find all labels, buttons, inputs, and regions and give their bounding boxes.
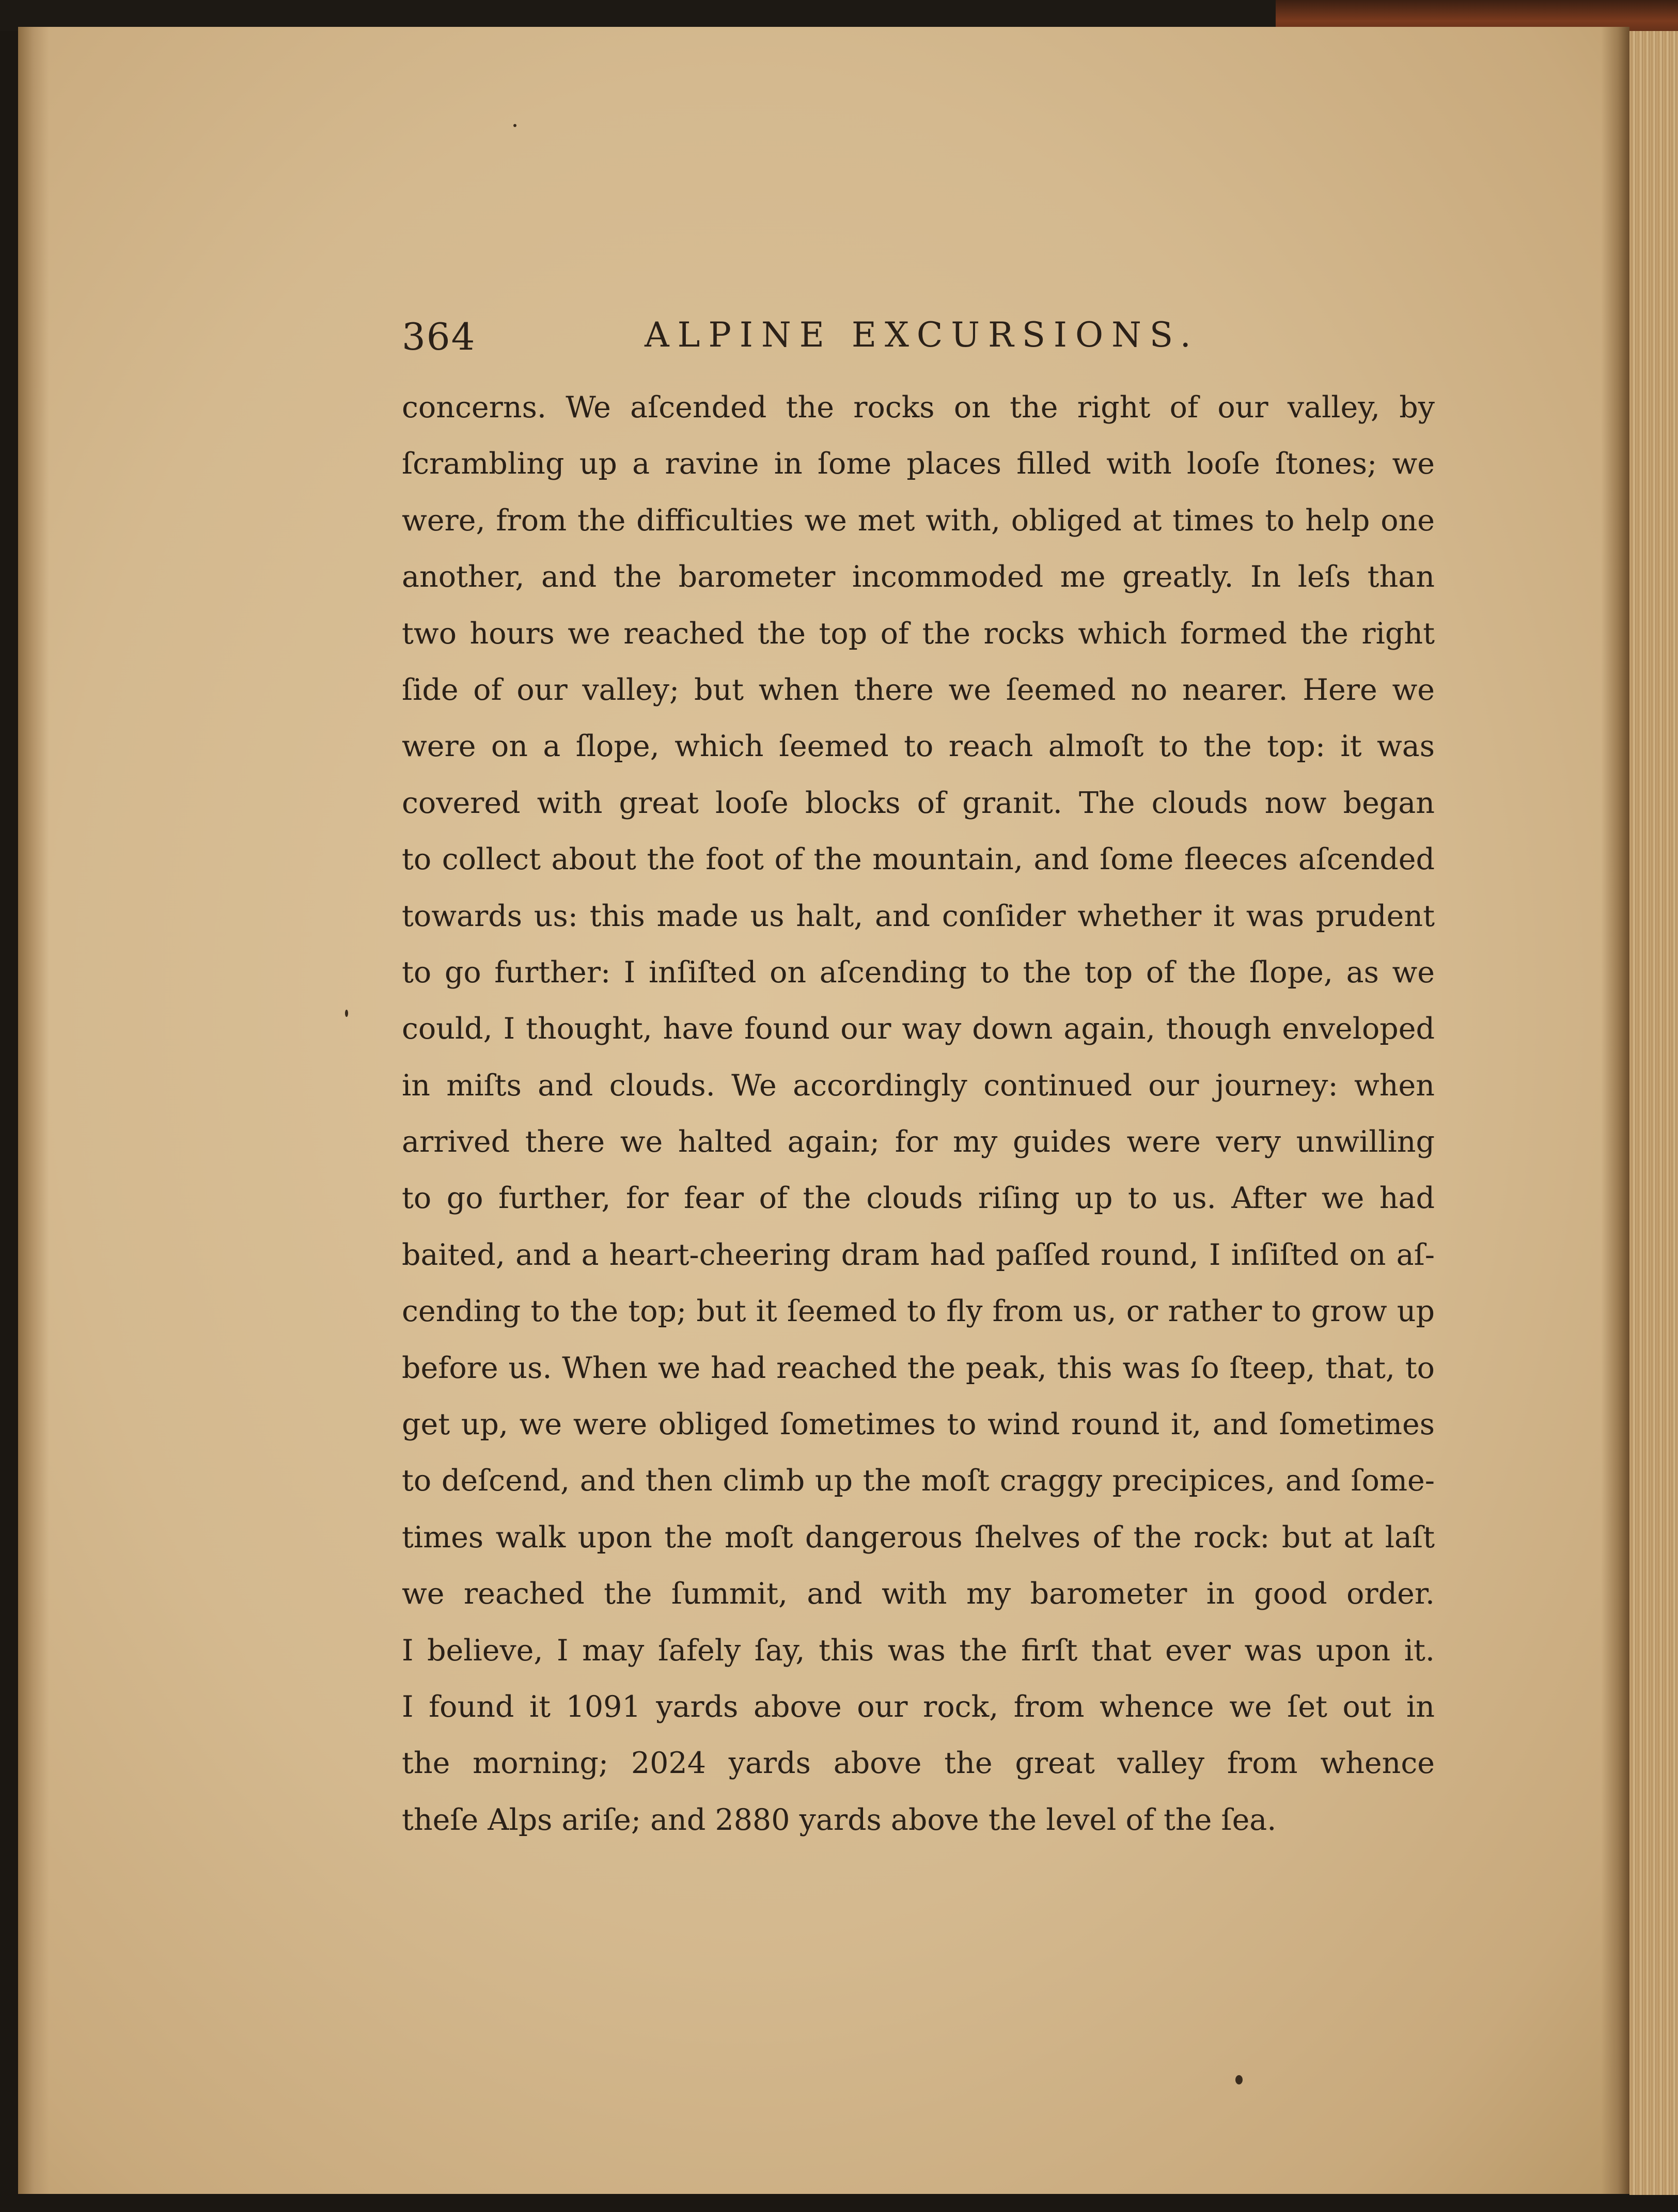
- page-number: 364: [402, 315, 476, 358]
- text-line: to deſcend, and then climb up the moſt craggy precipices, and ſome-: [402, 1464, 1435, 1498]
- text-line: could, I thought, have found our way down again, though enveloped: [402, 1012, 1435, 1046]
- text-line: before us. When we had reached the peak, this was ſo ſteep, that, to: [402, 1351, 1435, 1385]
- text-line: ſcrambling up a ravine in ſome places filled with looſe ſtones; we: [402, 447, 1435, 481]
- body-text: [402, 380, 1435, 1848]
- text-line: cending to the top; but it ſeemed to fly from us, or rather to grow up: [402, 1294, 1435, 1329]
- text-line: get up, we were obliged ſometimes to wind round it, and ſometimes: [402, 1407, 1435, 1442]
- text-line: two hours we reached the top of the rocks which formed the right: [402, 616, 1435, 651]
- page-gutter-shadow: [18, 27, 49, 2194]
- text-line: to go further, for fear of the clouds riſing up to us. After we had: [402, 1181, 1435, 1216]
- page-right-shadow: [1601, 27, 1629, 2194]
- text-line: I believe, I may ſafely ſay, this was the firſt that ever was upon it.: [402, 1633, 1435, 1668]
- text-line: towards us: this made us halt, and conſider whether it was prudent: [402, 899, 1435, 933]
- text-line: were on a ſlope, which ſeemed to reach almoſt to the top: it was: [402, 729, 1435, 764]
- paper-speck: [345, 1010, 348, 1017]
- text-line: to go further: I inſiſted on aſcending to the top of the ſlope, as we: [402, 955, 1435, 990]
- text-line: theſe Alps ariſe; and 2880 yards above the level of the ſea.: [402, 1802, 1277, 1837]
- text-line: ſide of our valley; but when there we ſeemed no nearer. Here we: [402, 672, 1435, 707]
- running-head: ALPINE EXCURSIONS.: [645, 315, 1199, 355]
- text-line: I found it 1091 yards above our rock, from whence we ſet out in: [402, 1689, 1435, 1724]
- page-fore-edge: [1629, 31, 1678, 2195]
- text-line: the morning; 2024 yards above the great valley from whence: [402, 1746, 1435, 1781]
- text-line: times walk upon the moſt dangerous ſhelves of the rock: but at laſt: [402, 1520, 1435, 1555]
- text-line: concerns. We aſcended the rocks on the right of our valley, by: [402, 390, 1435, 425]
- text-line: baited, and a heart-cheering dram had paſſed round, I inſiſted on aſ-: [402, 1237, 1435, 1272]
- text-line: arrived there we halted again; for my guides were very unwilling: [402, 1125, 1435, 1159]
- text-line: to collect about the foot of the mountain, and ſome fleeces aſcended: [402, 842, 1435, 877]
- text-line: another, and the barometer incommoded me greatly. In leſs than: [402, 560, 1435, 594]
- page-header: [402, 305, 1430, 372]
- paper-speck: [1235, 2075, 1243, 2084]
- text-line: covered with great looſe blocks of granit. The clouds now began: [402, 786, 1435, 820]
- text-line: we reached the ſummit, and with my barometer in good order.: [402, 1577, 1435, 1611]
- text-line: were, from the difficulties we met with, obliged at times to help one: [402, 503, 1435, 538]
- text-line: in miſts and clouds. We accordingly continued our journey: when: [402, 1068, 1435, 1103]
- paper-speck: [513, 124, 516, 127]
